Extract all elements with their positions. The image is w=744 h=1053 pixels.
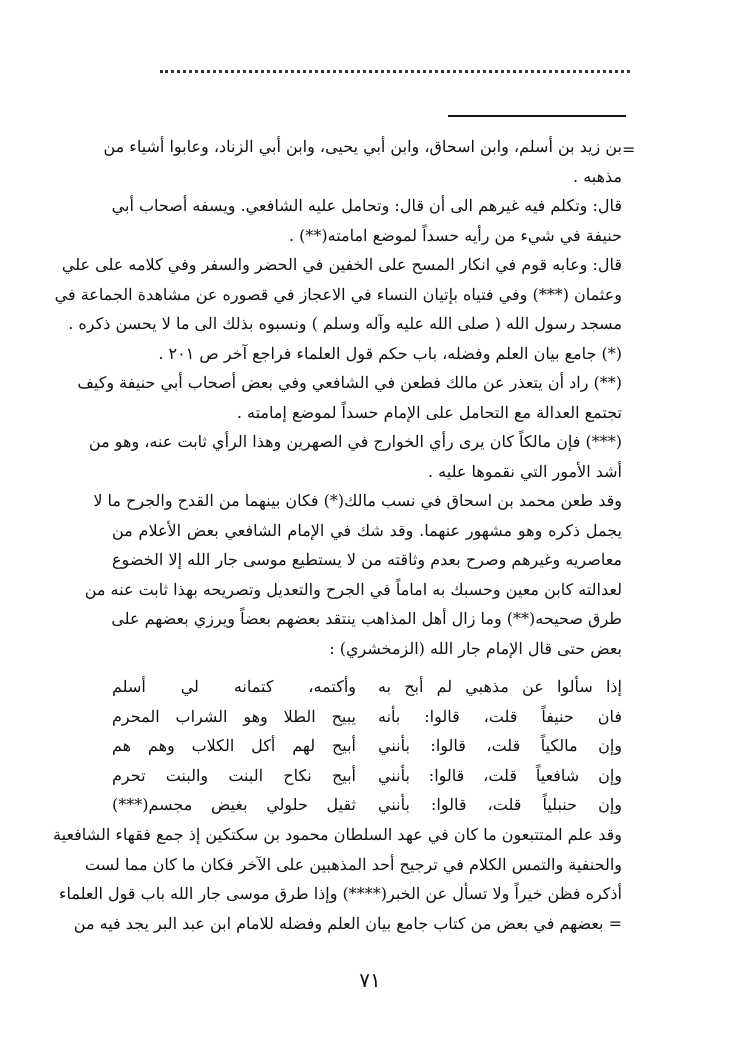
text-line: والحنفية والتمس الكلام في ترجيح أحد المذهبين على الآخر فكان ما كان مما لست [84, 854, 622, 874]
poem [112, 672, 622, 820]
verse-second-hemistich: ثقيل حلولي بغيض مجسم(***) [112, 795, 356, 814]
verse-first-hemistich: فان حنيفاً قلت، قالوا: بأنه [378, 706, 622, 726]
text-line: وقد علم المتتبعون ما كان في عهد السلطان محمود بن سكتكين إذ جمع فقهاء الشافعية [53, 825, 622, 844]
upper-text-block [54, 132, 622, 663]
page-number: ٧١ [359, 968, 381, 992]
poem-verse [112, 761, 622, 791]
text-line: معاصريه وغيرهم وصرح بعدم وثاقته من لا يستطيع موسى جار الله إلا الخضوع [112, 550, 622, 569]
text-line: يجمل ذكره وهو مشهور عنهما. وقد شك في الإمام الشافعي بعض الأعلام من [112, 520, 622, 540]
text-line: مسجد رسول الله ( صلى الله عليه وآله وسلم ) ونسبوه بذلك الى ما لا يحسن ذكره . [68, 314, 622, 333]
continuation-mark-end: = [608, 913, 622, 933]
text-line: بعض حتى قال الإمام جار الله (الزمخشري) : [329, 638, 622, 658]
verse-second-hemistich: أبيح لهم أكل الكلاب وهم هم [112, 736, 356, 755]
continuation-mark: = [622, 140, 636, 159]
footnote: تجتمع العدالة مع التحامل على الإمام حسداً لموضع إمامته . [236, 402, 622, 422]
verse-second-hemistich: أبيح نكاح البنت والبنت تحرم [112, 765, 356, 785]
text-line: قال: وتكلم فيه غيرهم الى أن قال: وتحامل عليه الشافعي. ويسفه أصحاب أبي [111, 196, 622, 215]
text-line: وعثمان (***) وفي فتياه بإتيان النساء في الاعجاز في قصوره عن مشاهدة الجماعة في [54, 284, 622, 304]
verse-first-hemistich: إذا سألوا عن مذهبي لم أبح به [378, 677, 622, 696]
text-line [73, 909, 622, 939]
header-dotted-line [160, 70, 630, 73]
text-line: أذكره فظن خيراً ولا تسأل عن الخبر(****) وإذا طرق موسى جار الله باب قول العلماء [58, 884, 622, 903]
lower-text-block [53, 820, 622, 938]
text-line: بن زيد بن أسلم، وابن اسحاق، وابن أبي يحيى، وابن أبي الزناد، وعابوا أشياء من [103, 137, 622, 156]
separator-rule [448, 115, 626, 117]
poem-verse [112, 731, 622, 761]
poem-verse [112, 672, 622, 702]
text-line: حنيفة في شيء من رأيه حسداً لموضع امامته(**) . [288, 225, 622, 245]
text-line: طرق صحيحه(**) وما زال أهل المذاهب ينتقد بعضهم بعضاً ويرزي بعضهم على [111, 609, 622, 628]
verse-first-hemistich: وإن حنبلياً قلت، قالوا: بأنني [378, 795, 622, 814]
text-line: مذهبه . [573, 166, 622, 186]
verse-first-hemistich: وإن مالكياً قلت، قالوا: بأنني [378, 736, 622, 755]
text-line: قال: وعابه قوم في انكار المسح على الخفين في الحضر والسفر وفي كلامه على علي [61, 255, 622, 274]
poem-verse [112, 702, 622, 732]
text-line-content: بعضهم في بعض من كتاب جامع بيان العلم وفضله للامام ابن عبد البر يجد فيه من [73, 913, 604, 933]
verse-second-hemistich: يبيح الطلا وهو الشراب المحرم [112, 706, 356, 726]
text-line: لعدالته كابن معين وحسبك به اماماً في الجرح والتعديل وتصريحه بهذا ثابت عنه من [84, 579, 622, 599]
poem-verse [112, 790, 622, 820]
footnote: (*) جامع بيان العلم وفضله، باب حكم قول العلماء فراجع آخر ص ٢٠١ . [158, 343, 622, 363]
footnote: أشد الأمور التي نقموها عليه . [427, 461, 622, 481]
verse-first-hemistich: وإن شافعياً قلت، قالوا: بأنني [378, 765, 622, 785]
text-line: وقد طعن محمد بن اسحاق في نسب مالك(*) فكان بينهما من القدح والجرح ما لا [93, 491, 622, 510]
footnote: (***) فإن مالكاً كان يرى رأي الخوارج في الصهرين وهذا الرأي ثابت عنه، وهو من [88, 432, 622, 451]
footnote: (**) راد أن يتعذر عن مالك فطعن في الشافعي وفي بعض أصحاب أبي حنيفة وكيف [77, 373, 622, 392]
verse-second-hemistich: وأكتمه، كتمانه لي أسلم [112, 677, 356, 696]
